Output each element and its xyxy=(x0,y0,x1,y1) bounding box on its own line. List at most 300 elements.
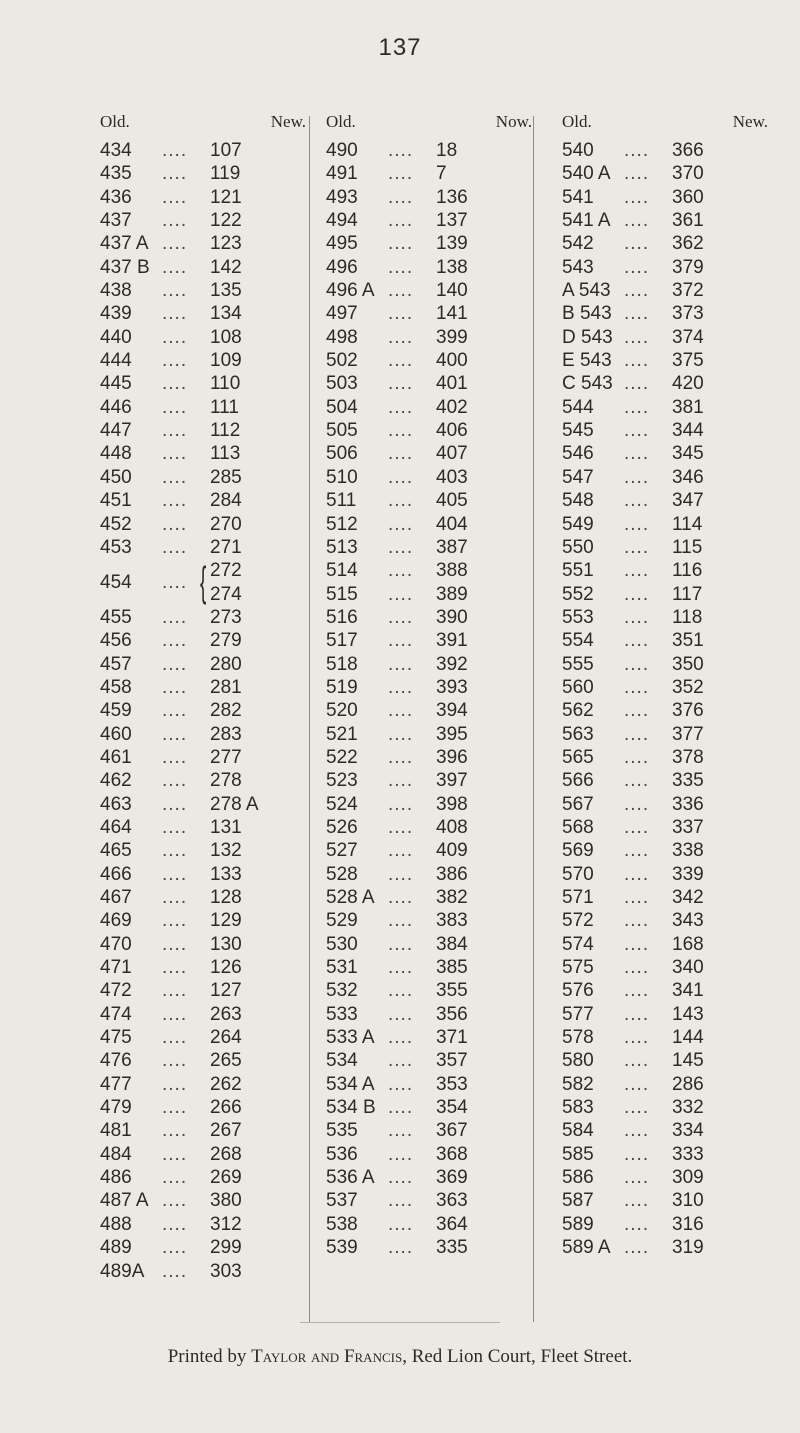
dot-leader: .... xyxy=(388,957,414,979)
new-number: 109 xyxy=(210,350,242,372)
dot-leader: .... xyxy=(624,980,650,1002)
old-number: 550 xyxy=(562,536,594,558)
old-number: 459 xyxy=(100,700,132,722)
dot-leader: .... xyxy=(624,536,650,558)
dot-leader: .... xyxy=(162,1143,188,1165)
new-number: 132 xyxy=(210,840,242,862)
table-row xyxy=(100,256,306,279)
old-number: 541 A xyxy=(562,210,611,232)
old-number: 488 xyxy=(100,1213,132,1235)
table-row xyxy=(100,769,306,792)
new-number: 384 xyxy=(436,933,468,955)
column-divider xyxy=(309,116,310,1322)
new-number: 378 xyxy=(672,746,704,768)
dot-leader: .... xyxy=(388,583,414,605)
dot-leader: .... xyxy=(162,910,188,932)
old-number: 496 A xyxy=(326,280,375,302)
table-row xyxy=(326,1003,532,1026)
new-number: 408 xyxy=(436,816,468,838)
table-rows xyxy=(100,139,306,1283)
old-number: 495 xyxy=(326,233,358,255)
table-row xyxy=(326,933,532,956)
dot-leader: .... xyxy=(624,466,650,488)
old-number: 469 xyxy=(100,910,132,932)
dot-leader: .... xyxy=(162,863,188,885)
old-number: 563 xyxy=(562,723,594,745)
dot-leader: .... xyxy=(624,256,650,278)
new-number: 319 xyxy=(672,1237,704,1259)
table-row xyxy=(562,162,768,185)
old-number: 461 xyxy=(100,746,132,768)
new-number: 110 xyxy=(210,373,241,395)
dot-leader: .... xyxy=(162,1027,188,1049)
dot-leader: .... xyxy=(162,630,188,652)
old-number: 521 xyxy=(326,723,358,745)
old-number: 572 xyxy=(562,910,594,932)
old-number: 462 xyxy=(100,770,132,792)
table-row xyxy=(100,326,306,349)
old-number: 467 xyxy=(100,887,132,908)
old-number: 457 xyxy=(100,653,132,675)
old-number: 571 xyxy=(562,887,594,908)
old-number: 540 xyxy=(562,140,594,161)
new-number: 127 xyxy=(210,980,242,1002)
new-number: 385 xyxy=(436,957,468,979)
dot-leader: .... xyxy=(388,1237,414,1259)
dot-leader: .... xyxy=(388,420,414,442)
new-number: 375 xyxy=(672,350,704,372)
new-number: 382 xyxy=(436,887,468,908)
table-row xyxy=(562,209,768,232)
new-number: 370 xyxy=(672,163,704,185)
old-number: 523 xyxy=(326,770,358,792)
table-row xyxy=(562,326,768,349)
new-number: 316 xyxy=(672,1213,704,1235)
old-number: 545 xyxy=(562,420,594,442)
dot-leader: .... xyxy=(624,793,650,815)
old-number: 578 xyxy=(562,1027,594,1049)
dot-leader: .... xyxy=(162,793,188,815)
table-row xyxy=(100,816,306,839)
header-old: Old. xyxy=(562,112,592,131)
table-row xyxy=(326,1236,532,1259)
dot-leader: .... xyxy=(162,1097,188,1119)
new-number: 388 xyxy=(436,560,468,582)
old-number: 510 xyxy=(326,466,358,488)
table-row xyxy=(100,1049,306,1072)
old-number: 569 xyxy=(562,840,594,862)
dot-leader: .... xyxy=(388,140,414,161)
new-number: 342 xyxy=(672,887,704,908)
footer-suffix: , Red Lion Court, Fleet Street. xyxy=(402,1346,633,1367)
table-row xyxy=(326,979,532,1002)
new-number: 140 xyxy=(436,280,468,302)
new-number: 350 xyxy=(672,653,704,675)
dot-leader: .... xyxy=(624,560,650,582)
new-number: 395 xyxy=(436,723,468,745)
header-new: New. xyxy=(270,112,306,131)
dot-leader: .... xyxy=(388,1073,414,1095)
dot-leader: .... xyxy=(162,303,188,325)
dot-leader: .... xyxy=(388,863,414,885)
new-number: 281 xyxy=(210,676,242,698)
old-number: 531 xyxy=(326,957,358,979)
old-number: 498 xyxy=(326,326,358,348)
table-row xyxy=(562,1049,768,1072)
old-number: 464 xyxy=(100,816,132,838)
old-number: 435 xyxy=(100,163,132,185)
table-row xyxy=(562,232,768,255)
dot-leader: .... xyxy=(388,910,414,932)
table-row xyxy=(100,536,306,559)
dot-leader: .... xyxy=(388,443,414,465)
old-number: 562 xyxy=(562,700,594,722)
old-number: 444 xyxy=(100,350,132,372)
old-number: 585 xyxy=(562,1143,594,1165)
table-row xyxy=(562,1026,768,1049)
dot-leader: .... xyxy=(162,980,188,1002)
old-number: 535 xyxy=(326,1120,358,1142)
dot-leader: .... xyxy=(388,373,414,395)
table-row xyxy=(326,956,532,979)
dot-leader: .... xyxy=(388,303,414,325)
new-number: 122 xyxy=(210,210,242,232)
dot-leader: .... xyxy=(162,233,188,255)
old-number: 584 xyxy=(562,1120,594,1142)
new-number: 405 xyxy=(436,490,468,512)
new-number: 273 xyxy=(210,606,242,628)
dot-leader: .... xyxy=(162,326,188,348)
brace-glyph: { xyxy=(200,558,207,606)
new-number: 371 xyxy=(436,1027,468,1049)
table-row xyxy=(326,583,532,606)
table-row xyxy=(326,1096,532,1119)
table-row xyxy=(326,162,532,185)
new-number: 7 xyxy=(436,163,447,185)
table-row xyxy=(100,209,306,232)
new-number: 403 xyxy=(436,466,468,488)
new-number: 407 xyxy=(436,443,468,465)
new-number: 112 xyxy=(210,420,241,442)
old-number: 453 xyxy=(100,536,132,558)
new-number: 144 xyxy=(672,1027,704,1049)
table-row xyxy=(562,396,768,419)
new-number: 394 xyxy=(436,700,468,722)
new-number: 280 xyxy=(210,653,242,675)
dot-leader: .... xyxy=(624,910,650,932)
new-number: 271 xyxy=(210,536,242,558)
dot-leader: .... xyxy=(624,887,650,908)
table-row xyxy=(562,816,768,839)
new-number: 133 xyxy=(210,863,242,885)
new-number: 123 xyxy=(210,233,242,255)
header-new: Now. xyxy=(495,112,532,131)
table-row xyxy=(562,583,768,606)
old-number: 589 A xyxy=(562,1237,611,1259)
table-row xyxy=(562,279,768,302)
dot-leader: .... xyxy=(624,700,650,722)
table-row xyxy=(326,746,532,769)
old-number: 512 xyxy=(326,513,358,535)
dot-leader: .... xyxy=(388,396,414,418)
old-number: 437 B xyxy=(100,256,150,278)
table-row xyxy=(100,1166,306,1189)
dot-leader: .... xyxy=(624,513,650,535)
dot-leader: .... xyxy=(624,1050,650,1072)
old-number: 565 xyxy=(562,746,594,768)
table-row xyxy=(100,1189,306,1212)
old-number: 445 xyxy=(100,373,132,395)
old-number: 583 xyxy=(562,1097,594,1119)
dot-leader: .... xyxy=(624,863,650,885)
dot-leader: .... xyxy=(624,420,650,442)
new-number: 262 xyxy=(210,1073,242,1095)
new-number: 373 xyxy=(672,303,704,325)
table-row xyxy=(562,1213,768,1236)
dot-leader: .... xyxy=(162,1237,188,1259)
dot-leader: .... xyxy=(162,513,188,535)
new-number: 353 xyxy=(436,1073,468,1095)
table-row xyxy=(562,886,768,909)
new-number: 117 xyxy=(672,583,703,605)
new-number: 341 xyxy=(672,980,704,1002)
table-row xyxy=(100,606,306,629)
old-number: 587 xyxy=(562,1190,594,1212)
dot-leader: .... xyxy=(624,233,650,255)
table-row xyxy=(326,723,532,746)
table-row xyxy=(326,489,532,512)
table-row xyxy=(326,209,532,232)
new-number: 399 xyxy=(436,326,468,348)
new-number: 420 xyxy=(672,373,704,395)
dot-leader: .... xyxy=(624,606,650,628)
dot-leader: .... xyxy=(624,723,650,745)
table-row xyxy=(562,513,768,536)
old-number: 533 A xyxy=(326,1027,375,1049)
table-row xyxy=(100,1003,306,1026)
new-number: 129 xyxy=(210,910,242,932)
new-number: 374 xyxy=(672,326,704,348)
old-number: 479 xyxy=(100,1097,132,1119)
new-number: 383 xyxy=(436,910,468,932)
table-row xyxy=(562,1189,768,1212)
table-row xyxy=(562,489,768,512)
dot-leader: .... xyxy=(162,420,188,442)
dot-leader: .... xyxy=(162,606,188,628)
table-row xyxy=(562,723,768,746)
dot-leader: .... xyxy=(162,816,188,838)
dot-leader: .... xyxy=(388,350,414,372)
dot-leader: .... xyxy=(388,1190,414,1212)
new-number: 336 xyxy=(672,793,704,815)
table-row xyxy=(562,372,768,395)
old-number: 555 xyxy=(562,653,594,675)
footer-printer: Taylor and Francis xyxy=(251,1346,403,1367)
new-number: 356 xyxy=(436,1003,468,1025)
dot-leader: .... xyxy=(624,303,650,325)
table-row xyxy=(326,302,532,325)
dot-leader: .... xyxy=(388,490,414,512)
old-number: 524 xyxy=(326,793,358,815)
table-row xyxy=(562,676,768,699)
new-number: 121 xyxy=(210,186,242,208)
new-number: 367 xyxy=(436,1120,468,1142)
dot-leader: .... xyxy=(388,770,414,792)
dot-leader: .... xyxy=(162,280,188,302)
dot-leader: .... xyxy=(162,1260,188,1282)
old-number: 452 xyxy=(100,513,132,535)
new-number: 284 xyxy=(210,490,242,512)
dot-leader: .... xyxy=(388,840,414,862)
new-number: 168 xyxy=(672,933,704,955)
table-row xyxy=(100,232,306,255)
table-row xyxy=(100,629,306,652)
table-row xyxy=(326,676,532,699)
old-number: 470 xyxy=(100,933,132,955)
table-row xyxy=(100,793,306,816)
table-row xyxy=(326,419,532,442)
table-row xyxy=(326,326,532,349)
old-number: 515 xyxy=(326,583,358,605)
dot-leader: .... xyxy=(388,1003,414,1025)
old-number: 530 xyxy=(326,933,358,955)
dot-leader: .... xyxy=(162,1167,188,1189)
dot-leader: .... xyxy=(624,490,650,512)
old-number: 537 xyxy=(326,1190,358,1212)
old-number: 506 xyxy=(326,443,358,465)
new-number: 404 xyxy=(436,513,468,535)
new-number: 389 xyxy=(436,583,468,605)
new-number: 361 xyxy=(672,210,704,232)
dot-leader: .... xyxy=(388,630,414,652)
dot-leader: .... xyxy=(624,186,650,208)
column-header xyxy=(562,112,768,139)
new-number: 135 xyxy=(210,280,242,302)
new-number: 279 xyxy=(210,630,242,652)
dot-leader: .... xyxy=(162,653,188,675)
table-row xyxy=(562,653,768,676)
table-row xyxy=(100,489,306,512)
old-number: 568 xyxy=(562,816,594,838)
old-number: 520 xyxy=(326,700,358,722)
dot-leader: .... xyxy=(624,630,650,652)
dot-leader: .... xyxy=(624,1003,650,1025)
new-number: 270 xyxy=(210,513,242,535)
new-number: 265 xyxy=(210,1050,242,1072)
new-number: 277 xyxy=(210,746,242,768)
old-number: 491 xyxy=(326,163,358,185)
dot-leader: .... xyxy=(388,1143,414,1165)
table-row xyxy=(100,653,306,676)
new-number: 267 xyxy=(210,1120,242,1142)
old-number: E 543 xyxy=(562,350,612,372)
table-row xyxy=(562,1003,768,1026)
dot-leader: .... xyxy=(388,1050,414,1072)
dot-leader: .... xyxy=(162,1003,188,1025)
table-row xyxy=(326,839,532,862)
table-row xyxy=(562,699,768,722)
table-rows xyxy=(326,139,532,1260)
dot-leader: .... xyxy=(388,980,414,1002)
old-number: D 543 xyxy=(562,326,613,348)
table-row xyxy=(562,769,768,792)
table-row xyxy=(562,1096,768,1119)
dot-leader: .... xyxy=(162,1050,188,1072)
new-number: 134 xyxy=(210,303,242,325)
new-number: 406 xyxy=(436,420,468,442)
table-row xyxy=(562,1166,768,1189)
new-number: 108 xyxy=(210,326,242,348)
new-number: 363 xyxy=(436,1190,468,1212)
table-row xyxy=(100,1213,306,1236)
old-number: 518 xyxy=(326,653,358,675)
dot-leader: .... xyxy=(162,373,188,395)
dot-leader: .... xyxy=(624,163,650,185)
table-row xyxy=(562,606,768,629)
table-row xyxy=(100,1096,306,1119)
dot-leader: .... xyxy=(162,466,188,488)
dot-leader: .... xyxy=(624,840,650,862)
dot-leader: .... xyxy=(388,233,414,255)
table-row xyxy=(100,1073,306,1096)
dot-leader: .... xyxy=(162,350,188,372)
old-number: 567 xyxy=(562,793,594,815)
new-number: 263 xyxy=(210,1003,242,1025)
dot-leader: .... xyxy=(388,887,414,908)
old-number: 543 xyxy=(562,256,594,278)
dot-leader: .... xyxy=(624,326,650,348)
table-row xyxy=(562,419,768,442)
new-number: 340 xyxy=(672,957,704,979)
old-number: 466 xyxy=(100,863,132,885)
old-number: 544 xyxy=(562,396,594,418)
new-number: 285 xyxy=(210,466,242,488)
new-number: 339 xyxy=(672,863,704,885)
dot-leader: .... xyxy=(162,186,188,208)
new-number: 115 xyxy=(672,536,703,558)
old-number: 532 xyxy=(326,980,358,1002)
new-number: 387 xyxy=(436,536,468,558)
old-number: 586 xyxy=(562,1167,594,1189)
table-row xyxy=(326,466,532,489)
dot-leader: .... xyxy=(388,1213,414,1235)
table-row xyxy=(326,1143,532,1166)
old-number: 542 xyxy=(562,233,594,255)
old-number: 471 xyxy=(100,957,132,979)
old-number: 484 xyxy=(100,1143,132,1165)
column-header xyxy=(326,112,532,139)
dot-leader: .... xyxy=(624,1120,650,1142)
dot-leader: .... xyxy=(624,1167,650,1189)
table-row xyxy=(326,769,532,792)
old-number: 534 A xyxy=(326,1073,375,1095)
old-number: 582 xyxy=(562,1073,594,1095)
dot-leader: .... xyxy=(624,443,650,465)
new-number: 139 xyxy=(436,233,468,255)
table-row xyxy=(326,372,532,395)
table-row xyxy=(326,1049,532,1072)
old-number: 589 xyxy=(562,1213,594,1235)
old-number: 548 xyxy=(562,490,594,512)
new-number: 386 xyxy=(436,863,468,885)
table-row xyxy=(326,536,532,559)
new-number: 401 xyxy=(436,373,468,395)
table-row xyxy=(326,349,532,372)
new-number: 334 xyxy=(672,1120,704,1142)
table-row xyxy=(326,442,532,465)
new-number: 138 xyxy=(436,256,468,278)
old-number: 437 xyxy=(100,210,132,232)
